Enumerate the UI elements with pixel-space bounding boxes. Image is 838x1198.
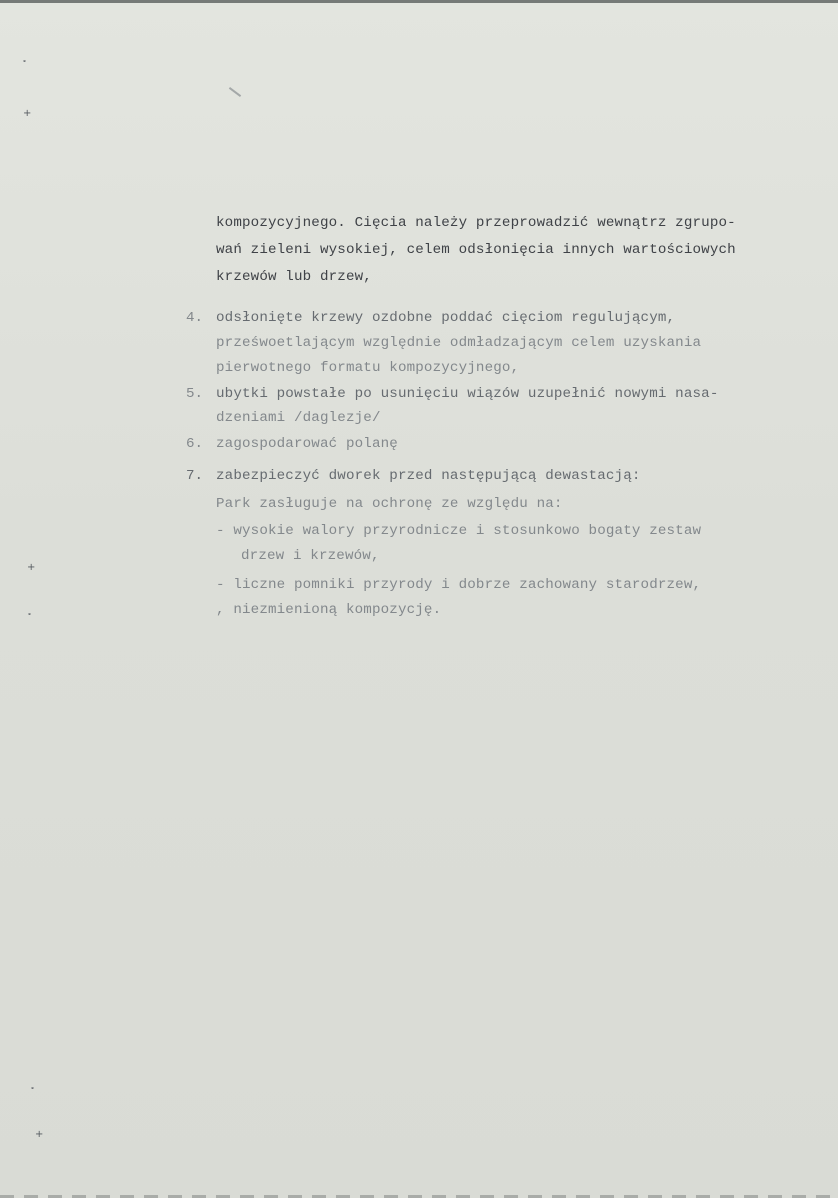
item-5-line-2: dzeniami /daglezje/	[216, 410, 381, 426]
item-6-line-1: zagospodarować polanę	[216, 436, 398, 452]
bullet-2-line-1: - liczne pomniki przyrody i dobrze zachowany starodrzew,	[216, 577, 702, 593]
item-7-line-1: zabezpieczyć dworek przed następującą dewastacją:	[216, 468, 641, 484]
paper-mark	[229, 87, 241, 97]
item-number-6: 6.	[185, 436, 203, 452]
item-number-4: 4.	[185, 310, 203, 326]
item-4-line-1: odsłonięte krzewy ozdobne poddać cięciom regulującym,	[216, 310, 676, 326]
item-number-7: 7.	[185, 468, 203, 484]
item-4-line-3: pierwotnego formatu kompozycyjnego,	[216, 360, 520, 376]
item-4-line-2: prześwoetlającym względnie odmładzającym celem uzyskania	[216, 335, 702, 351]
margin-mark-1: ˟	[22, 60, 27, 71]
margin-mark-6: +	[35, 1129, 44, 1140]
paragraph-line-1: kompozycyjnego. Cięcia należy przeprowadzić wewnątrz zgrupo-	[216, 215, 736, 231]
paragraph-line-2: wań zieleni wysokiej, celem odsłonięcia innych wartościowych	[216, 242, 736, 258]
bullet-2-line-2: , niezmienioną kompozycję.	[216, 602, 442, 618]
bullet-1-line-2: drzew i krzewów,	[241, 548, 380, 564]
park-protection-line: Park zasługuje na ochronę ze względu na:	[216, 496, 563, 512]
margin-mark-4: ˟	[27, 613, 32, 624]
margin-mark-3: +	[27, 562, 36, 573]
paragraph-line-3: krzewów lub drzew,	[216, 269, 372, 285]
margin-mark-2: +	[23, 108, 32, 119]
bullet-1-line-1: - wysokie walory przyrodnicze i stosunkowo bogaty zestaw	[216, 523, 702, 539]
item-5-line-1: ubytki powstałe po usunięciu wiązów uzupełnić nowymi nasa-	[216, 386, 719, 402]
item-number-5: 5.	[185, 386, 203, 402]
margin-mark-5: ˟	[30, 1087, 35, 1098]
